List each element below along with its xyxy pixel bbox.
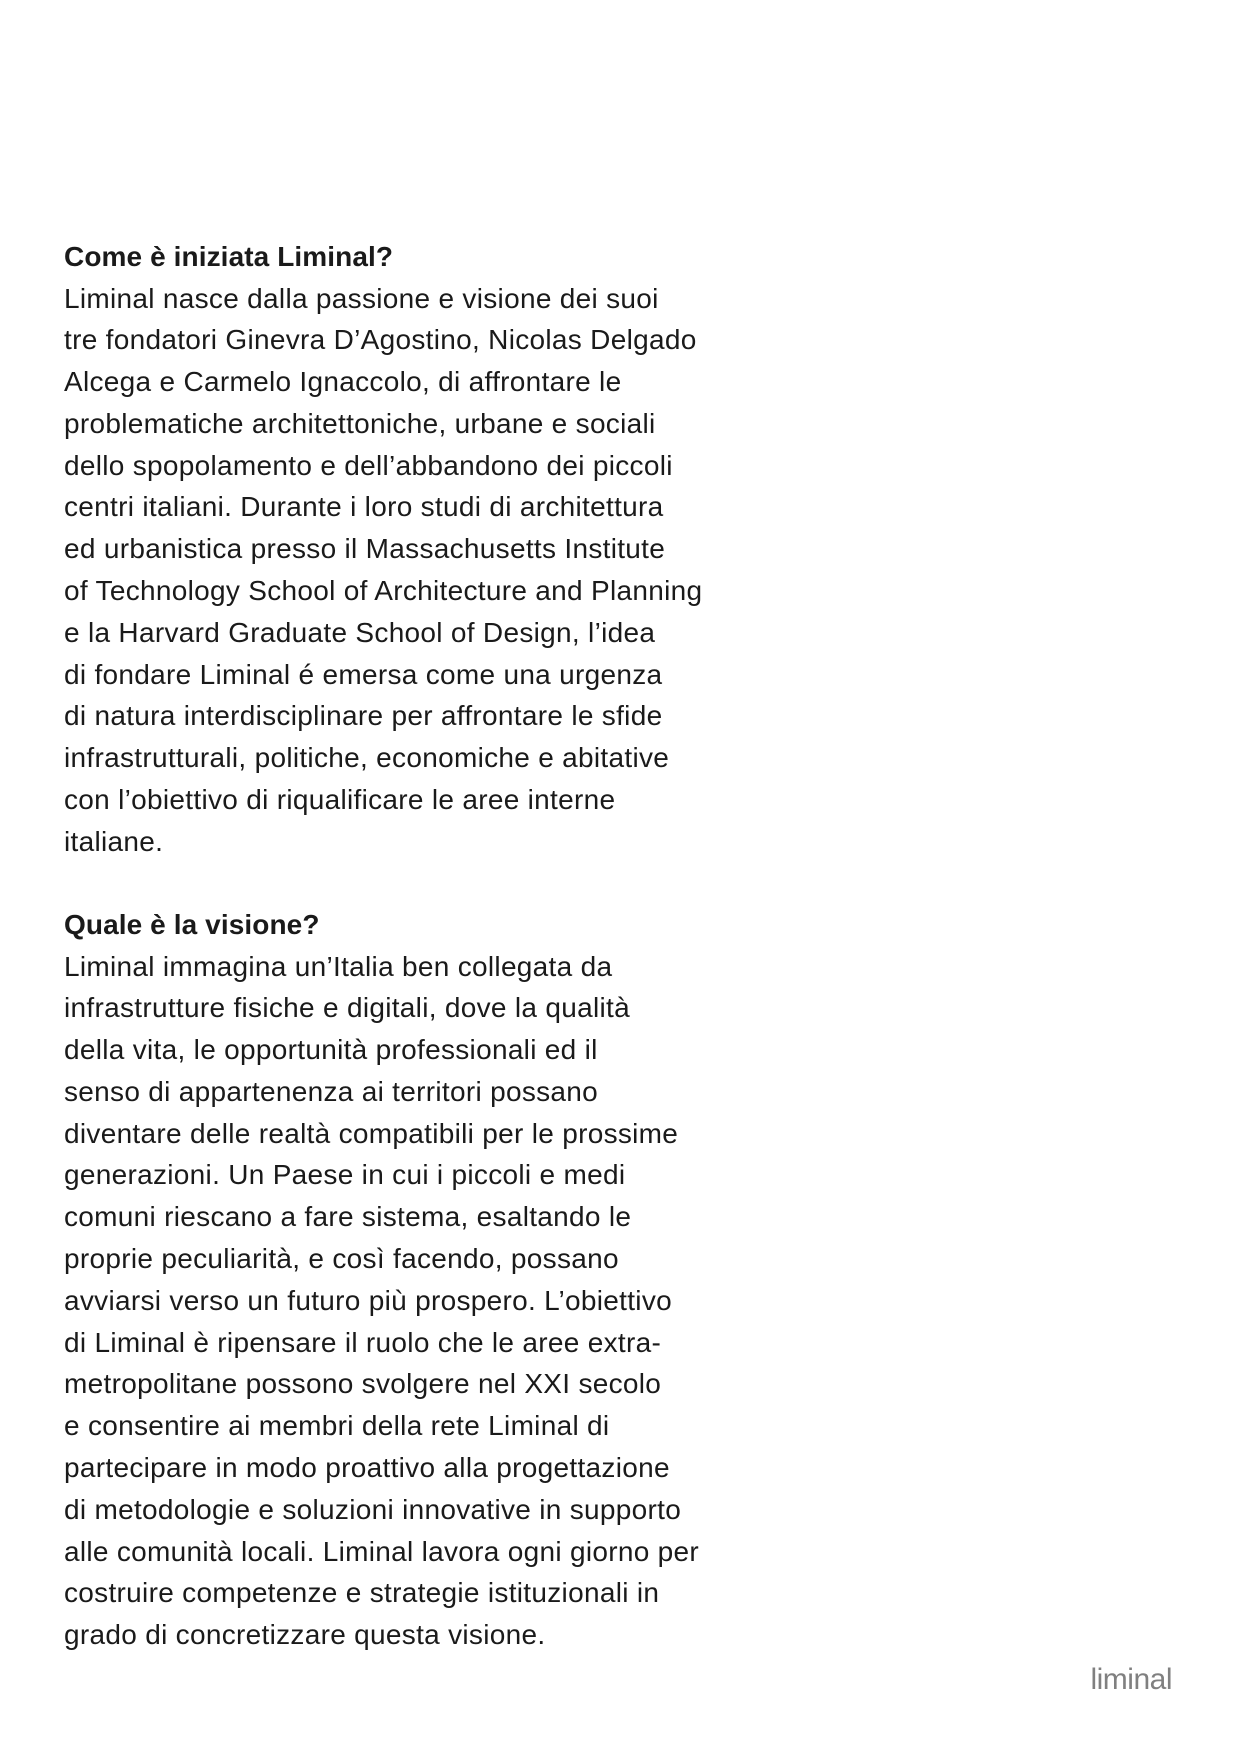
body-line: of Technology School of Architecture and Planning: [64, 575, 703, 607]
section-how-it-started: [64, 236, 824, 863]
body-line: infrastrutturali, politiche, economiche e abitative: [64, 742, 670, 774]
body-line: e la Harvard Graduate School of Design, l’idea: [64, 616, 656, 648]
body-line: di natura interdisciplinare per affrontare le sfide: [64, 700, 663, 732]
body-line: ed urbanistica presso il Massachusetts Institute: [64, 533, 666, 565]
footer-brand-wordmark: liminal: [1090, 1663, 1172, 1696]
body-line: infrastrutture fisiche e digitali, dove la qualità: [64, 992, 630, 1024]
body-line: Liminal nasce dalla passione e visione dei suoi: [64, 282, 659, 314]
body-line: Liminal immagina un’Italia ben collegata da: [64, 950, 613, 982]
body-line: italiane.: [64, 825, 164, 857]
body-line: partecipare in modo proattivo alla progettazione: [64, 1452, 670, 1484]
body-line: costruire competenze e strategie istituzionali in: [64, 1577, 660, 1609]
body-line: tre fondatori Ginevra D’Agostino, Nicolas Delgado: [64, 324, 697, 356]
body-line: generazioni. Un Paese in cui i piccoli e medi: [64, 1159, 626, 1191]
body-line: grado di concretizzare questa visione.: [64, 1619, 546, 1651]
body-line: problematiche architettoniche, urbane e sociali: [64, 407, 656, 439]
body-line: e consentire ai membri della rete Liminal di: [64, 1410, 610, 1442]
body-line: di metodologie e soluzioni innovative in supporto: [64, 1493, 682, 1525]
body-line: Alcega e Carmelo Ignaccolo, di affrontare le: [64, 366, 622, 398]
body-line: di Liminal è ripensare il ruolo che le aree extra-: [64, 1326, 662, 1358]
body-line: di fondare Liminal é emersa come una urgenza: [64, 658, 663, 690]
body-line: con l’obiettivo di riqualificare le aree interne: [64, 784, 616, 816]
body-line: alle comunità locali. Liminal lavora ogni giorno per: [64, 1535, 700, 1567]
body-line: centri italiani. Durante i loro studi di architettura: [64, 491, 664, 523]
section-heading: Come è iniziata Liminal?: [64, 241, 394, 272]
body-line: della vita, le opportunità professionali ed il: [64, 1034, 598, 1066]
section-vision: [64, 904, 824, 1656]
body-line: avviarsi verso un futuro più prospero. L’obiettivo: [64, 1284, 672, 1316]
section-heading: Quale è la visione?: [64, 909, 320, 940]
body-line: comuni riescano a fare sistema, esaltando le: [64, 1201, 632, 1233]
body-line: dello spopolamento e dell’abbandono dei piccoli: [64, 449, 673, 481]
body-line: senso di appartenenza ai territori possano: [64, 1075, 599, 1107]
section-body: [64, 278, 824, 863]
section-body: [64, 946, 824, 1657]
body-line: proprie peculiarità, e così facendo, possano: [64, 1243, 619, 1275]
body-line: metropolitane possono svolgere nel XXI secolo: [64, 1368, 662, 1400]
body-line: diventare delle realtà compatibili per le prossime: [64, 1117, 679, 1149]
